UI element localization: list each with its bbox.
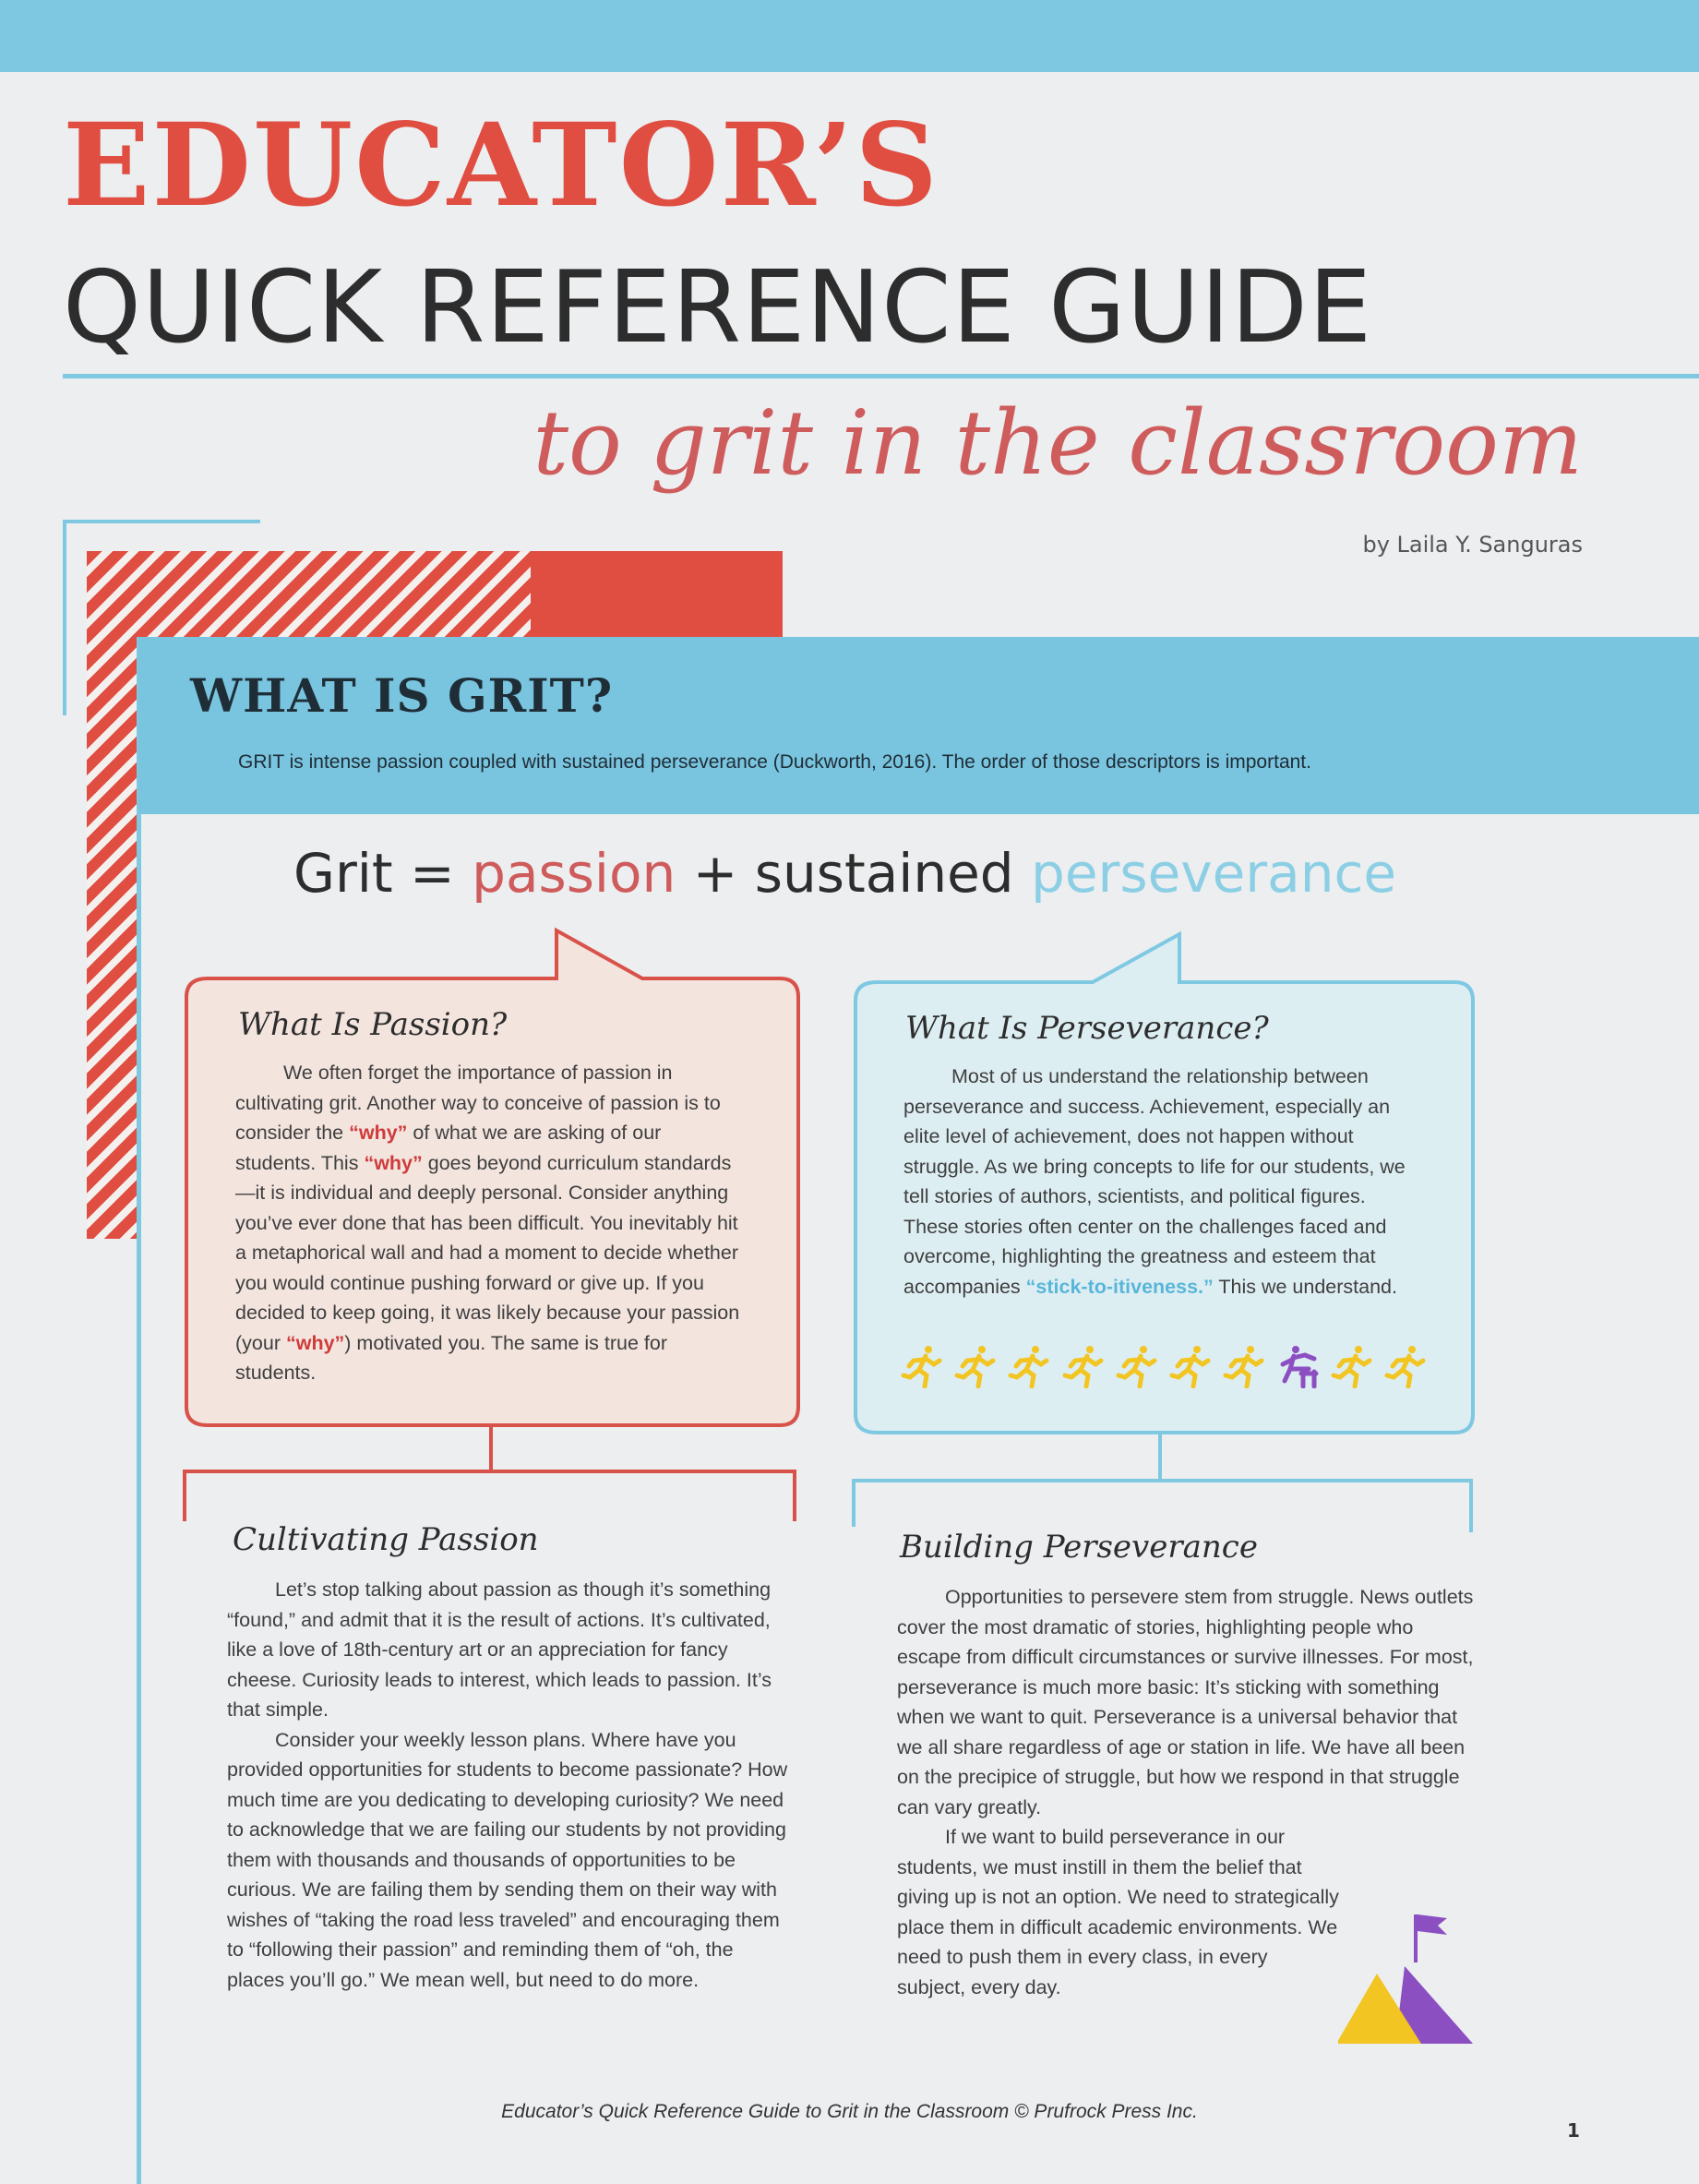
- cultivating-passion-text: [227, 1575, 790, 1995]
- what-is-grit-heading: WHAT IS GRIT?: [190, 668, 614, 723]
- formula-passion: passion: [472, 842, 676, 905]
- passion-box-title: What Is Passion?: [238, 1006, 508, 1043]
- cultivating-paragraph-2: Consider your weekly lesson plans. Where have you provided opportunities for students to become passionate? How much time are you dedicating to developing curiosity? We need to acknowledge that we are failing our students by not providing them with thousands and thousands of opportunities to be curious. We are failing them by sending them on their way with wishes of “taking the road less traveled” and encouraging them to “following their passion” and reminding them of “oh, the places you’ll go.” We mean well, but need to do more.: [227, 1728, 788, 1991]
- runner-icon: [1223, 1344, 1265, 1388]
- perseverance-connector: [854, 1433, 1471, 1532]
- perseverance-box-text: [903, 1062, 1422, 1302]
- passion-text-2: of what we are asking of our students. This: [235, 1122, 662, 1174]
- runner-icon: [1062, 1344, 1105, 1388]
- runner-icon: [1008, 1344, 1050, 1388]
- page-number: 1: [1567, 2119, 1580, 2142]
- cultivating-paragraph-1: Let’s stop talking about passion as though it’s something “found,” and admit that it is the result of actions. It’s cultivated, like a love of 18th-century art or an appreciation for fancy cheese. Curiosity leads to interest, which leads to passion. It’s that simple.: [227, 1578, 772, 1721]
- runner-icon: [1331, 1344, 1373, 1388]
- why-highlight-1: “why”: [349, 1122, 408, 1144]
- runner-icon: [1116, 1344, 1158, 1388]
- passion-text-3: goes beyond curriculum standards—it is individual and deeply personal. Consider anything you’ve ever done that has been difficult. You inevitably hit a metaphorical wall and had a moment to decide whether you would continue pushing forward or give up. If you decided to keep going, it was likely because your passion (your: [235, 1151, 740, 1354]
- title-quick-reference-guide: QUICK REFERENCE GUIDE: [63, 250, 1373, 366]
- building-perseverance-title: Building Perseverance: [900, 1529, 1258, 1566]
- runner-icon: [901, 1344, 943, 1388]
- runner-icon: [1169, 1344, 1212, 1388]
- grit-definition: GRIT is intense passion coupled with sustained perseverance (Duckworth, 2016). The order of those descriptors is important.: [238, 751, 1311, 773]
- hurdler-icon: [1277, 1344, 1320, 1388]
- runner-icon: [954, 1344, 997, 1388]
- formula-sustained: + sustained: [676, 842, 1032, 905]
- stick-to-itiveness-highlight: “stick-to-itiveness.”: [1025, 1275, 1214, 1298]
- building-paragraph-2: If we want to build perseverance in our students, we must instill in them the belief that giving up is not an option. We need to strategically place them in difficult academic environments. We need to push them in every class, in every subject, every day.: [897, 1826, 1339, 1998]
- perseverance-text-1: Most of us understand the relationship between perseverance and success. Achievement, especially an elite level of achievement, does not happen without struggle. As we bring concepts to life for our students, we tell stories of authors, scientists, and political figures. These stories often center on the challenges faced and overcome, highlighting the greatness and esteem that accompanies: [903, 1065, 1406, 1298]
- flag: [1418, 1914, 1447, 1935]
- building-paragraph-1: Opportunities to persevere stem from struggle. News outlets cover the most dramatic of stories, highlighting people who escape from difficult circumstances or survive illnesses. For most, perseverance is much more basic: It’s sticking with something when we want to quit. Perseverance is a universal behavior that we all share regardless of age or station in life. We have all been on the precipice of struggle, but how we respond in that struggle can vary greatly.: [897, 1586, 1474, 1818]
- formula-grit: Grit =: [293, 842, 473, 905]
- subtitle: to grit in the classroom: [532, 391, 1583, 495]
- passion-text-1: We often forget the importance of passion in cultivating grit. Another way to conceive of passion is to consider the: [235, 1062, 721, 1144]
- formula-perseverance: perseverance: [1031, 842, 1397, 905]
- perseverance-text-2: This we understand.: [1213, 1275, 1397, 1298]
- passion-text-4: ) motivated you. The same is true for students.: [235, 1331, 668, 1384]
- perseverance-box-title: What Is Perseverance?: [905, 1010, 1269, 1047]
- footer-text: Educator’s Quick Reference Guide to Grit in the Classroom © Prufrock Press Inc.: [501, 2101, 1198, 2122]
- why-highlight-2: “why”: [364, 1151, 423, 1174]
- title-educators: EDUCATOR’S: [63, 99, 939, 233]
- runner-icon: [1384, 1344, 1427, 1388]
- mountain-flag-icon: [1338, 1907, 1486, 2055]
- runner-icons-row: [901, 1344, 1427, 1388]
- passion-connector: [185, 1425, 795, 1521]
- why-highlight-3: “why”: [285, 1331, 345, 1354]
- cultivating-passion-title: Cultivating Passion: [233, 1521, 539, 1558]
- byline: by Laila Y. Sanguras: [1362, 532, 1583, 558]
- passion-box-text: [235, 1058, 741, 1388]
